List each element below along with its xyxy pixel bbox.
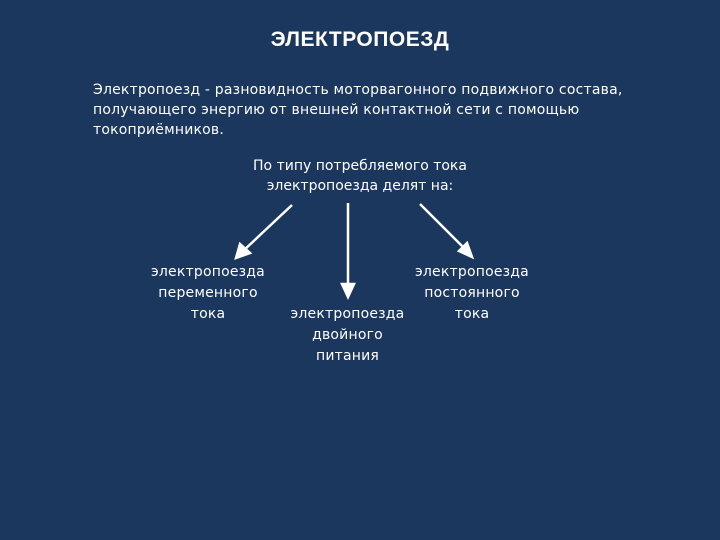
branch-alternating-current <box>128 262 288 325</box>
intro-line-3: токоприёмников. <box>93 122 225 138</box>
branch-right-line-2: постоянного <box>424 285 520 301</box>
branch-middle-line-1: электропоезда <box>290 306 405 322</box>
branch-right-line-3: тока <box>454 306 490 322</box>
arrow-right <box>420 204 466 250</box>
intro-line-2: получающего энергию от внешней контактной сети с помощью <box>93 102 580 118</box>
lead-line-1: По типу потребляемого тока <box>253 158 467 174</box>
branch-left-line-2: переменного <box>158 285 258 301</box>
branch-right-line-1: электропоезда <box>415 264 529 280</box>
branch-left-line-3: тока <box>190 306 226 322</box>
branch-direct-current <box>392 262 552 325</box>
arrowhead-middle <box>342 284 354 297</box>
lead-line-2: электропоезда делят на: <box>266 178 454 194</box>
branch-left-line-1: электропоезда <box>151 264 265 280</box>
branch-middle-line-3: питания <box>315 348 380 364</box>
slide-title: ЭЛЕКТРОПОЕЗД <box>270 28 450 51</box>
intro-line-1: Электропоезд - разновидность моторвагонного подвижного состава, <box>93 82 623 98</box>
arrow-left <box>242 205 292 252</box>
branch-middle-line-2: двойного <box>312 327 383 343</box>
